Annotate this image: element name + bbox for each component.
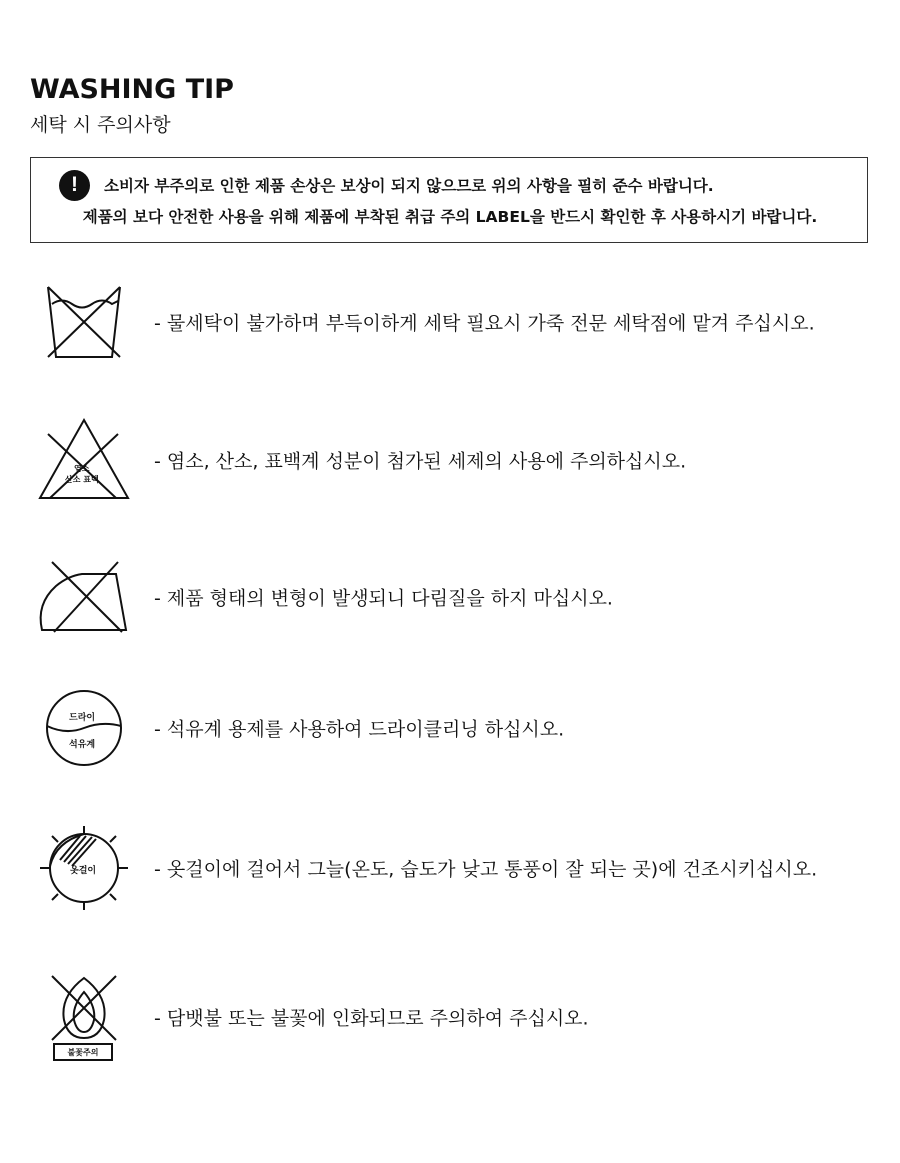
dry-clean-petroleum-icon [34,683,134,773]
care-item-do-not-iron [34,552,874,642]
care-item-hang-dry [34,822,874,912]
care-item-text: - 석유계 용제를 사용하여 드라이클리닝 하십시오. [154,718,565,741]
page-title: WASHING TIP [30,74,234,105]
do-not-bleach-icon [34,416,134,506]
dry-clean-icon-label-bottom: 석유계 [69,740,96,750]
fire-caution-icon-label: 불꽃주의 [67,1048,99,1057]
care-item-fire-caution [34,972,874,1062]
care-item-text: - 담뱃불 또는 불꽃에 인화되므로 주의하여 주십시오. [154,1007,589,1030]
care-item-text: - 제품 형태의 변형이 발생되니 다림질을 하지 마십시오. [154,587,613,610]
hang-dry-icon-label: 옷걸이 [70,866,97,876]
do-not-iron-icon [34,552,134,642]
care-item-text: - 염소, 산소, 표백계 성분이 첨가된 세제의 사용에 주의하십시오. [154,450,687,473]
care-item-text: - 물세탁이 불가하며 부득이하게 세탁 필요시 가죽 전문 세탁점에 맡겨 주십시오. [154,312,815,335]
do-not-wash-icon [34,277,134,367]
care-item-do-not-bleach [34,416,874,506]
notice-line-1-row [59,170,714,200]
bleach-icon-label-top: 염소 [74,464,90,473]
exclamation-icon: ! [59,170,90,201]
notice-line-1: 소비자 부주의로 인한 제품 손상은 보상이 되지 않으므로 위의 사항을 필히 준수 바랍니다. [104,177,714,195]
bleach-icon-label-bottom: 산소 표백 [65,475,99,484]
notice-box [30,157,868,243]
care-item-do-not-wash [34,277,874,367]
care-item-text: - 옷걸이에 걸어서 그늘(온도, 습도가 낮고 통풍이 잘 되는 곳)에 건조시키십시오. [154,858,818,881]
notice-line-2: 제품의 보다 안전한 사용을 위해 제품에 부착된 취급 주의 LABEL을 반드시 확인한 후 사용하시기 바랍니다. [82,208,818,226]
page-subtitle: 세탁 시 주의사항 [30,114,171,136]
care-item-dry-clean [34,683,874,773]
dry-clean-icon-label-top: 드라이 [69,713,96,723]
